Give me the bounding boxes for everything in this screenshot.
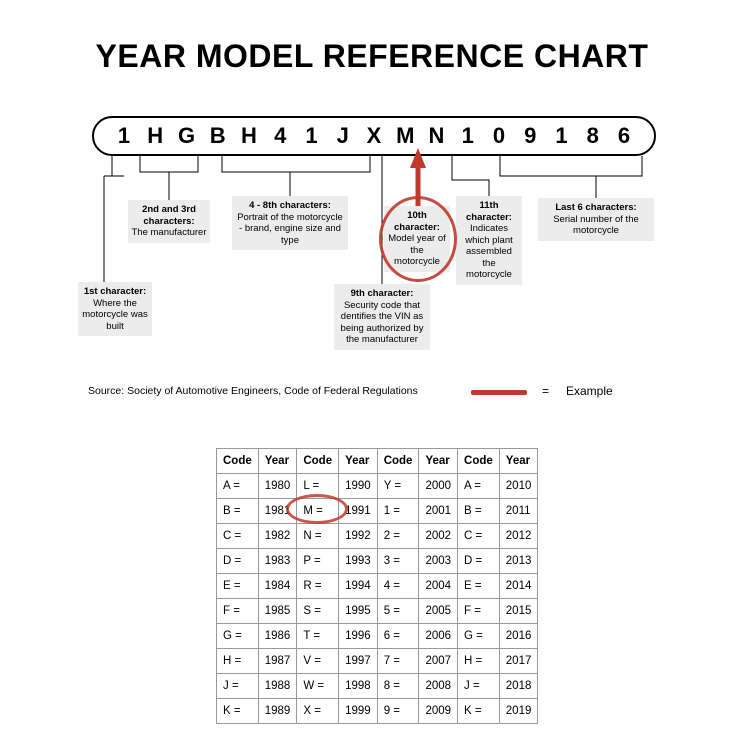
table-row [217, 699, 538, 724]
table-row [217, 574, 538, 599]
table-cell: P = [297, 549, 339, 574]
table-cell: 2010 [499, 474, 538, 499]
vin-bar [92, 116, 656, 156]
table-cell: 2017 [499, 649, 538, 674]
table-cell: H = [458, 649, 500, 674]
table-cell: 2016 [499, 624, 538, 649]
table-cell: J = [458, 674, 500, 699]
table-cell: 2011 [499, 499, 538, 524]
table-cell: 8 = [377, 674, 419, 699]
callout-4th-8th-characters [232, 196, 348, 250]
table-cell: H = [217, 649, 259, 674]
vin-char: 0 [492, 123, 506, 148]
table-cell: 2015 [499, 599, 538, 624]
callout-heading: 9th character: [350, 288, 414, 299]
vin-char: H [147, 123, 164, 148]
table-cell: 1994 [339, 574, 378, 599]
table-cell: 2002 [419, 524, 458, 549]
table-cell: 1996 [339, 624, 378, 649]
table-cell: E = [217, 574, 259, 599]
table-cell: D = [217, 549, 259, 574]
table-cell: 1989 [258, 699, 297, 724]
callout-heading: Last 6 characters: [555, 202, 637, 213]
table-cell: 1980 [258, 474, 297, 499]
callout-heading: 2nd and 3rd characters: [142, 204, 196, 227]
callout-11th-character [456, 196, 522, 285]
table-header-cell: Code [217, 449, 259, 474]
table-cell: M = [297, 499, 339, 524]
table-cell: C = [458, 524, 500, 549]
table-cell: 5 = [377, 599, 419, 624]
table-cell: 4 = [377, 574, 419, 599]
vin-char: 1 [461, 123, 474, 148]
legend-equals: = [542, 384, 550, 398]
table-header-cell: Code [458, 449, 500, 474]
callout-1st-character [78, 282, 152, 336]
vin-char: 4 [274, 123, 287, 148]
table-cell: 1988 [258, 674, 297, 699]
table-row [217, 624, 538, 649]
vin-char: 8 [586, 123, 599, 148]
vin-char: 1 [305, 123, 318, 148]
vin-char: 9 [524, 123, 537, 148]
callout-10th-character [384, 206, 450, 272]
table-cell: C = [217, 524, 259, 549]
callout-2nd-3rd-characters [128, 200, 210, 243]
table-cell: A = [458, 474, 500, 499]
table-cell: 1 = [377, 499, 419, 524]
table-cell: A = [217, 474, 259, 499]
table-cell: Y = [377, 474, 419, 499]
table-cell: F = [458, 599, 500, 624]
table-cell: 1984 [258, 574, 297, 599]
callout-9th-character [334, 284, 430, 350]
callout-text: Portrait of the motorcycle - brand, engine size and type [237, 211, 343, 246]
vin-char: X [366, 123, 382, 148]
table-cell: 1993 [339, 549, 378, 574]
table-cell: 2019 [499, 699, 538, 724]
vin-char: H [241, 123, 257, 148]
table-cell: 6 = [377, 624, 419, 649]
table-cell: T = [297, 624, 339, 649]
year-code-table-container [216, 448, 538, 724]
table-cell: S = [297, 599, 339, 624]
callout-text: Indicates which plant assembled the motorcycle [465, 223, 513, 280]
vin-char: 1 [117, 123, 131, 148]
table-cell: W = [297, 674, 339, 699]
callout-text: Serial number of the motorcycle [553, 213, 639, 236]
vin-char: 6 [617, 123, 631, 148]
table-cell: 2009 [419, 699, 458, 724]
table-cell: 2003 [419, 549, 458, 574]
table-cell: 7 = [377, 649, 419, 674]
table-cell: 1995 [339, 599, 378, 624]
table-cell: B = [458, 499, 500, 524]
table-cell: G = [458, 624, 500, 649]
table-row [217, 474, 538, 499]
year-code-table [216, 448, 538, 724]
table-header-cell: Year [499, 449, 538, 474]
table-cell: D = [458, 549, 500, 574]
callout-heading: 10th character: [394, 210, 440, 233]
source-note: Source: Society of Automotive Engineers, Code of Federal Regulations [88, 385, 418, 397]
vin-char: N [428, 123, 445, 148]
table-header-cell: Year [258, 449, 297, 474]
table-cell: 1986 [258, 624, 297, 649]
legend-label: Example [566, 384, 613, 398]
table-row [217, 549, 538, 574]
table-cell: 9 = [377, 699, 419, 724]
table-cell: 3 = [377, 549, 419, 574]
callout-text: The manufacturer [131, 227, 207, 238]
vin-char: M [396, 123, 415, 148]
table-cell: 2004 [419, 574, 458, 599]
legend-example-line [471, 390, 527, 395]
callout-text: Security code that dentifies the VIN as being authorized by the manufacturer [340, 299, 424, 345]
table-cell: 2012 [499, 524, 538, 549]
table-cell: X = [297, 699, 339, 724]
vin-char: G [177, 123, 196, 148]
table-cell: 2005 [419, 599, 458, 624]
table-header-cell: Year [419, 449, 458, 474]
table-cell: 1999 [339, 699, 378, 724]
table-cell: K = [458, 699, 500, 724]
table-row [217, 524, 538, 549]
callout-last-6-characters [538, 198, 654, 241]
vin-char: J [336, 123, 349, 148]
table-cell: K = [217, 699, 259, 724]
table-cell: 1982 [258, 524, 297, 549]
table-cell: F = [217, 599, 259, 624]
table-cell: R = [297, 574, 339, 599]
table-cell: 2001 [419, 499, 458, 524]
callout-text: Model year of the motorcycle [388, 233, 446, 267]
table-cell: 1991 [339, 499, 378, 524]
table-header-cell: Code [377, 449, 419, 474]
table-cell: J = [217, 674, 259, 699]
table-cell: 2007 [419, 649, 458, 674]
table-cell: B = [217, 499, 259, 524]
table-cell: 2000 [419, 474, 458, 499]
vin-bar-container [92, 116, 656, 156]
vin-char: B [209, 123, 226, 148]
table-header-cell: Year [339, 449, 378, 474]
callout-heading: 11th character: [466, 200, 512, 223]
table-cell: 2018 [499, 674, 538, 699]
table-cell: 1985 [258, 599, 297, 624]
table-row [217, 499, 538, 524]
table-cell: 2014 [499, 574, 538, 599]
page-title: YEAR MODEL REFERENCE CHART [95, 38, 649, 74]
table-cell: G = [217, 624, 259, 649]
table-cell: V = [297, 649, 339, 674]
table-cell: 2013 [499, 549, 538, 574]
table-header-cell: Code [297, 449, 339, 474]
callout-text: Where the motorcycle was built [82, 297, 148, 332]
table-cell: 1987 [258, 649, 297, 674]
table-cell: 1990 [339, 474, 378, 499]
table-cell: N = [297, 524, 339, 549]
table-cell: E = [458, 574, 500, 599]
table-cell: 1998 [339, 674, 378, 699]
vin-char: 1 [555, 123, 568, 148]
table-row [217, 599, 538, 624]
table-cell: 1983 [258, 549, 297, 574]
table-cell: 2 = [377, 524, 419, 549]
callout-heading: 4 - 8th characters: [249, 200, 331, 211]
table-cell: 1981 [258, 499, 297, 524]
table-row [217, 649, 538, 674]
table-row [217, 674, 538, 699]
table-cell: L = [297, 474, 339, 499]
table-cell: 1997 [339, 649, 378, 674]
table-cell: 2006 [419, 624, 458, 649]
table-header-row [217, 449, 538, 474]
table-cell: 1992 [339, 524, 378, 549]
table-cell: 2008 [419, 674, 458, 699]
callout-heading: 1st character: [83, 286, 147, 297]
